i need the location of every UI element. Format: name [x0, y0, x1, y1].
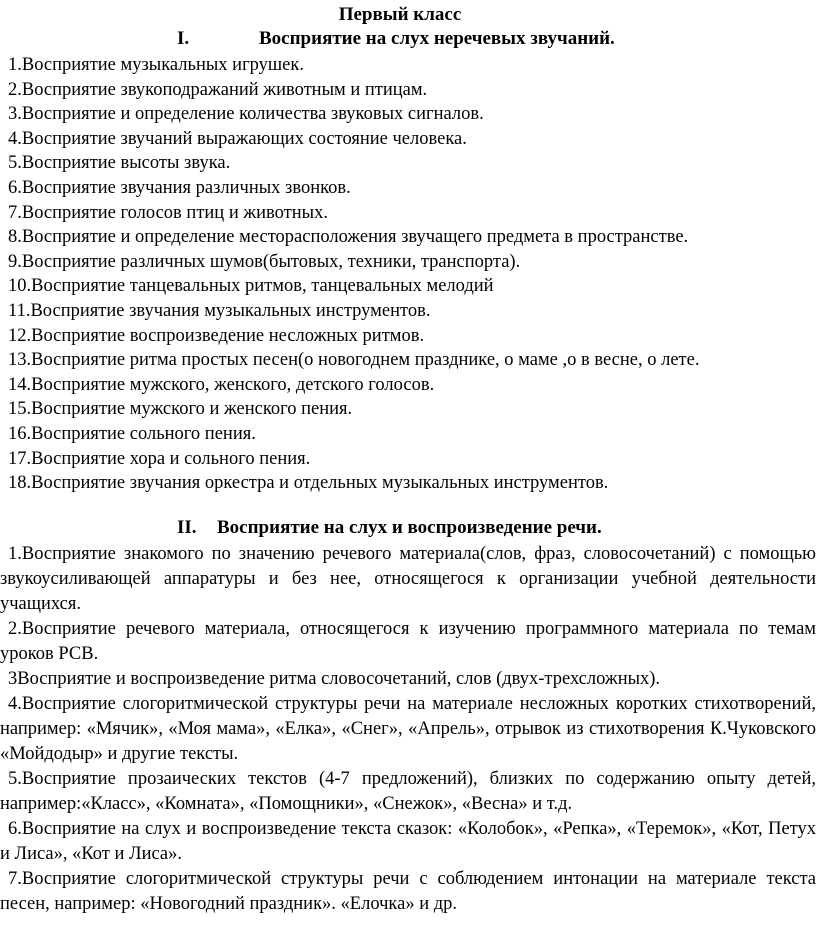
page-title: Первый класс: [338, 4, 462, 25]
list-item: 16.Восприятие сольного пения.: [8, 423, 256, 444]
list-item: 3Восприятие и воспроизведение ритма словосочетаний, слов (двух-трехсложных).: [8, 669, 661, 689]
list-item: 5.Восприятие прозаических текстов (4-7 предложений), близких по содержанию опыту детей, например:«Класс», «Комната», «Помощники», «Снежок», «Весна» и т.д.: [0, 769, 816, 814]
section-1-number: I.: [177, 28, 190, 49]
list-item: 12.Восприятие воспроизведение несложных ритмов.: [8, 325, 425, 346]
list-item: 7.Восприятие голосов птиц и животных.: [8, 202, 328, 223]
list-item: 18.Восприятие звучания оркестра и отдельных музыкальных инструментов.: [8, 473, 609, 494]
section-2-number: II.: [177, 517, 197, 538]
list-item: 10.Восприятие танцевальных ритмов, танцевальных мелодий: [8, 276, 494, 297]
list-item: 5.Восприятие высоты звука.: [8, 153, 231, 174]
list-item: 13.Восприятие ритма простых песен(о новогоднем празднике, о маме ,о в весне, о лете.: [8, 350, 700, 371]
list-item: 3.Восприятие и определение количества звуковых сигналов.: [8, 104, 484, 125]
list-item: 15.Восприятие мужского и женского пения.: [8, 399, 353, 420]
section-1-list: [8, 53, 816, 496]
list-item: 4.Восприятие слогоритмической структуры речи на материале несложных коротких стихотворений, например: «Мячик», «Моя мама», «Елка», «Снег», «Апрель», отрывок из стихотворения К.Чуковского «Мойдодыр» и другие тексты.: [0, 694, 816, 764]
list-item: 4.Восприятие звучаний выражающих состояние человека.: [8, 128, 467, 149]
list-item: 14.Восприятие мужского, женского, детского голосов.: [8, 374, 435, 395]
section-2-list: [0, 542, 816, 917]
list-item: 1.Восприятие знакомого по значению речевого материала(слов, фраз, словосочетаний) с помощью звукоусиливающей аппаратуры и без нее, относящегося к организации учебной деятельности учащихся.: [0, 544, 816, 614]
list-item: 7.Восприятие слогоритмической структуры речи с соблюдением интонации на материале текста песен, например: «Новогодний праздник». «Елочка» и др.: [0, 869, 816, 914]
list-item: 17.Восприятие хора и сольного пения.: [8, 448, 311, 469]
list-item: 6.Восприятие на слух и воспроизведение текста сказок: «Колобок», «Репка», «Теремок», «Кот, Петух и Лиса», «Кот и Лиса».: [0, 819, 816, 864]
list-item: 8.Восприятие и определение месторасположения звучащего предмета в пространстве.: [8, 227, 689, 248]
list-item: 11.Восприятие звучания музыкальных инструментов.: [8, 300, 431, 321]
list-item: 6.Восприятие звучания различных звонков.: [8, 177, 351, 198]
list-item: 9.Восприятие различных шумов(бытовых, техники, транспорта).: [8, 251, 521, 272]
list-item: 2.Восприятие речевого материала, относящегося к изучению программного материала по темам уроков РСВ.: [0, 619, 816, 664]
section-2-title: Восприятие на слух и воспроизведение речи.: [217, 517, 602, 538]
list-item: 2.Восприятие звукоподражаний животным и птицам.: [8, 79, 428, 100]
section-1-title: Восприятие на слух неречевых звучаний.: [259, 28, 615, 49]
list-item: 1.Восприятие музыкальных игрушек.: [8, 55, 304, 75]
